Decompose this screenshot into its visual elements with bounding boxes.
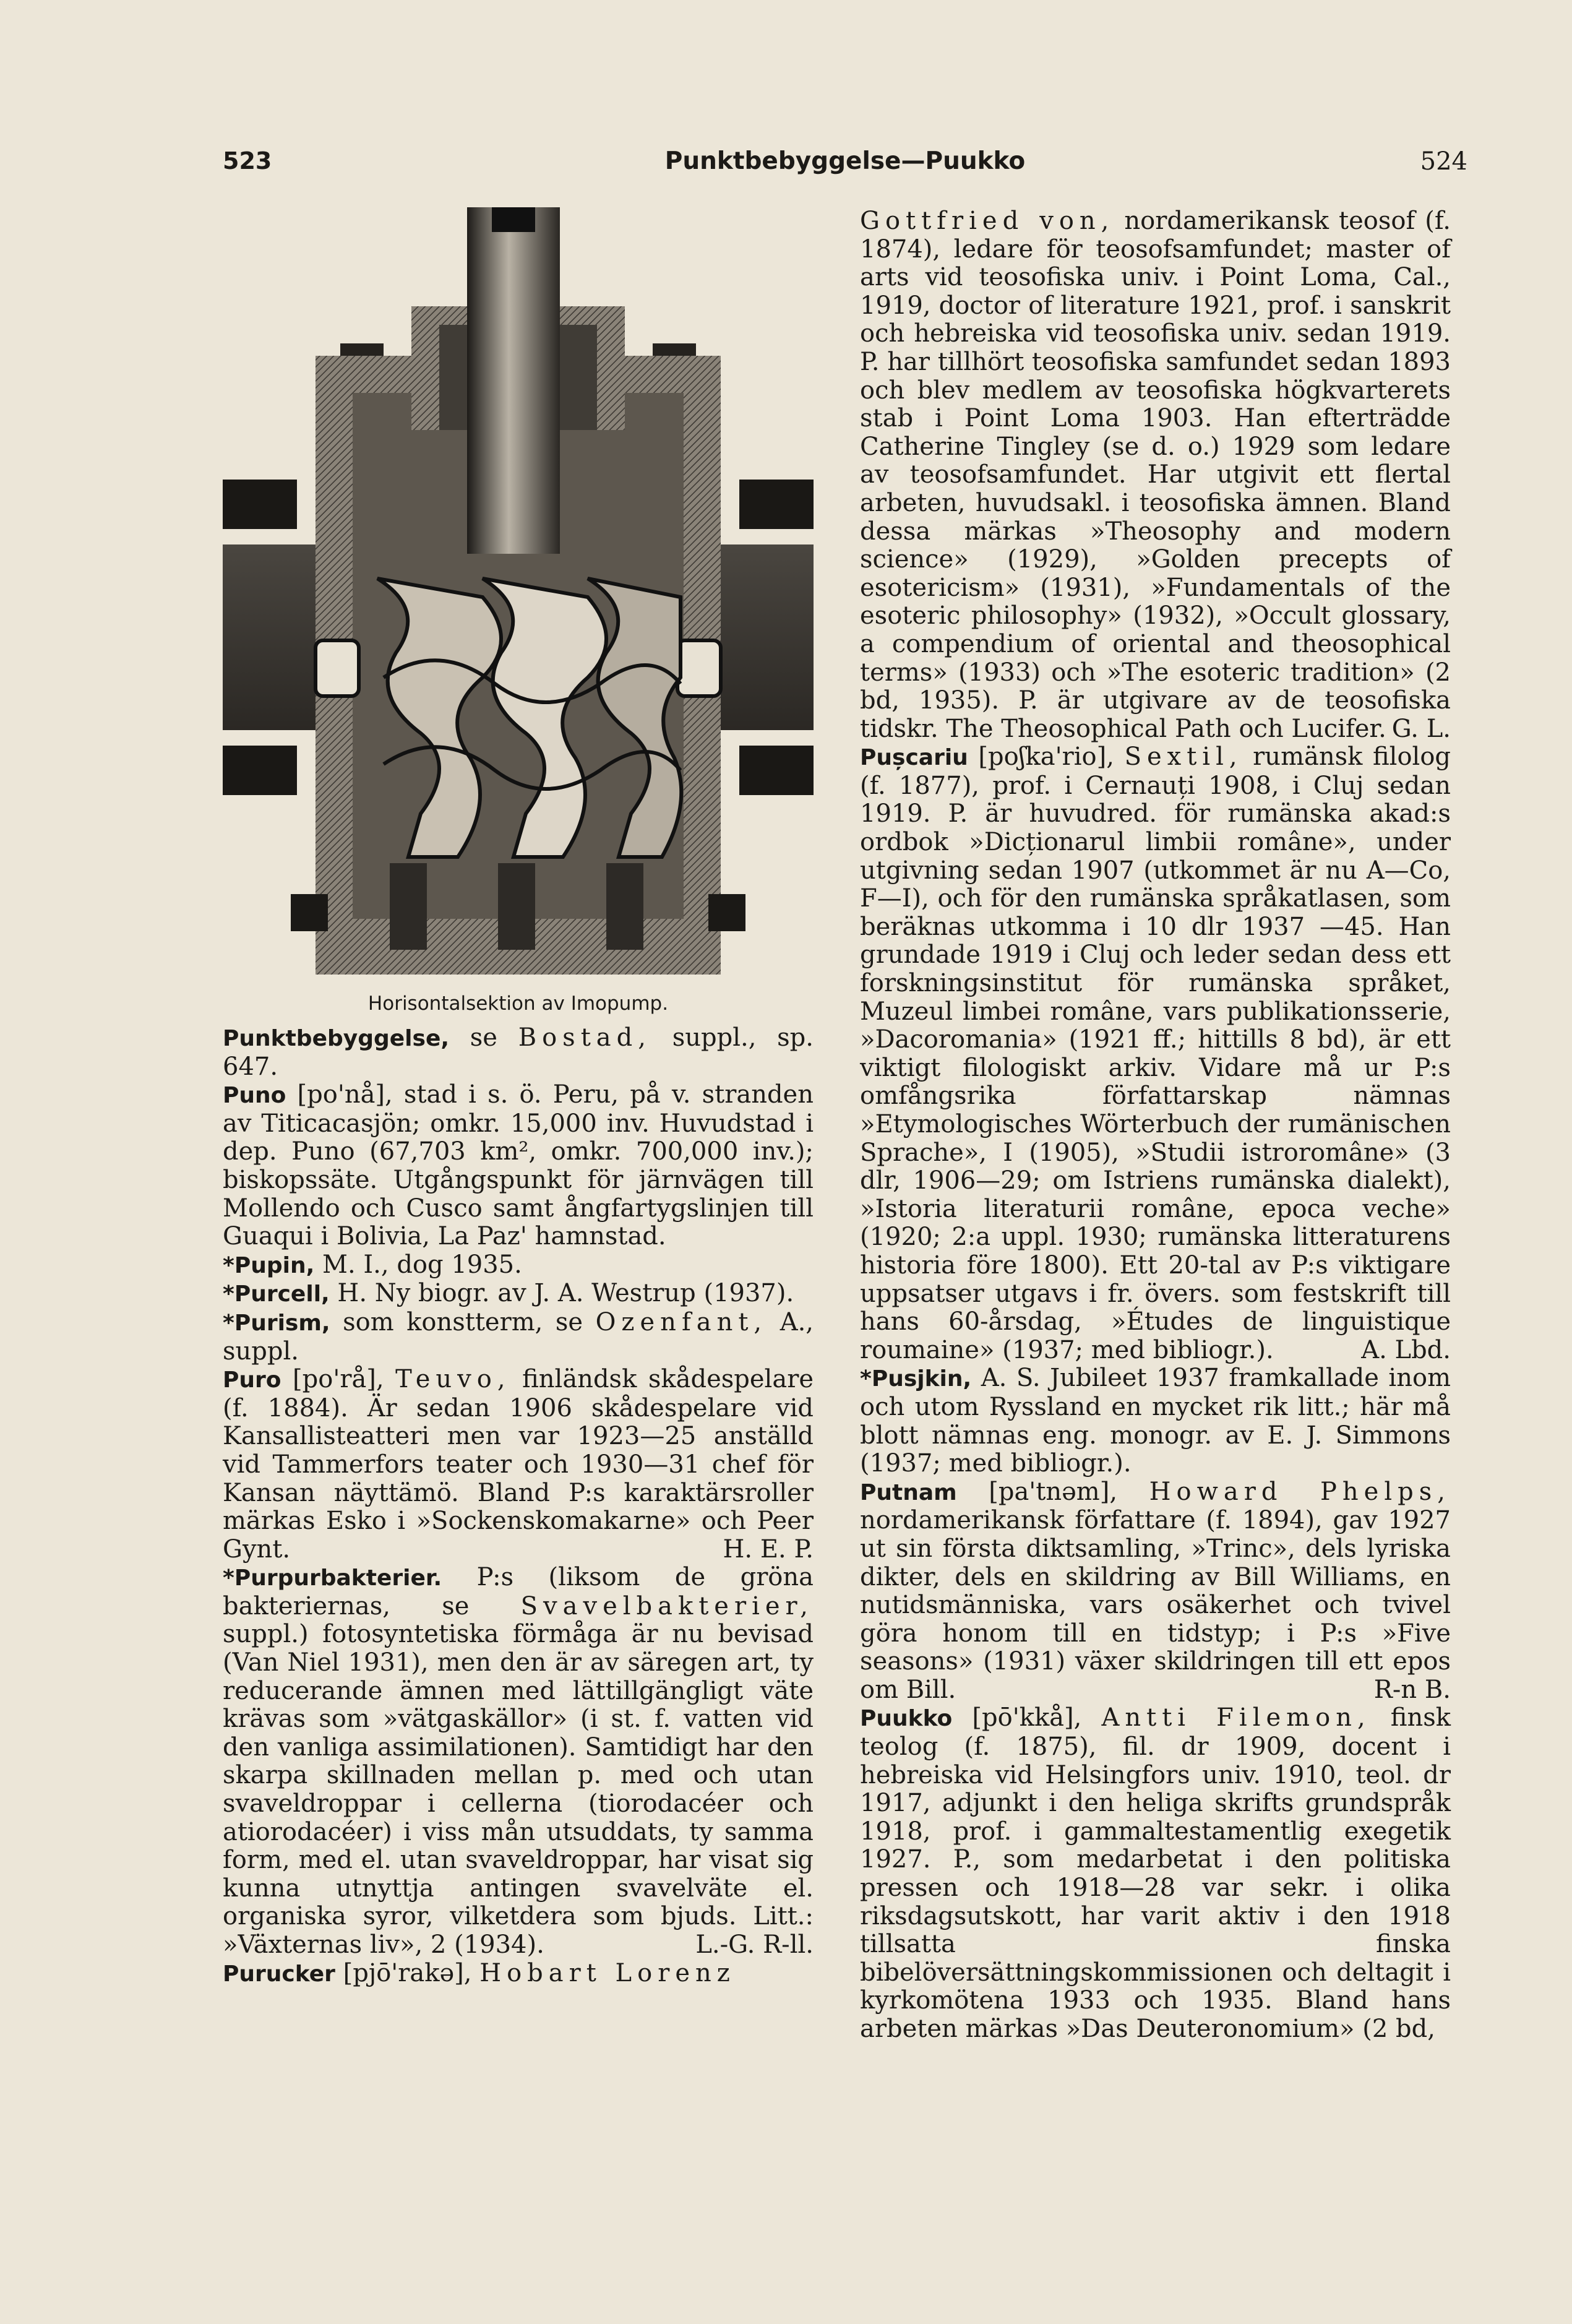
headword: *Purism,	[223, 1310, 330, 1336]
author-signature: H. E. P.	[723, 1534, 814, 1564]
headword: *Purcell,	[223, 1281, 330, 1307]
headword: Puukko	[860, 1706, 953, 1732]
entry-purcell: *Purcell, H. Ny biogr. av J. A. Westrup (1937).	[223, 1279, 794, 1308]
left-column-text	[223, 1024, 814, 1988]
figure-caption: Horisontalsektion av Imopump.	[367, 992, 669, 1015]
entry-purism: *Purism, som konstterm, se Ozenfant, A., suppl.	[223, 1307, 814, 1366]
headword: Purucker	[223, 1961, 335, 1987]
entry-puukko: Puukko [pō'kkå], Antti Filemon, finsk teolog (f. 1875), fil. dr 1909, docent i hebreiska vid Helsingfors univ. 1910, teol. dr 1917, adjunkt i den heliga skrifts grundspråk 1918, prof. i gammaltestamentlig exegetik 1927. P., som medarbetat i den politiska pressen och 1918—28 var sekr. i olika riksdagsutskott, har varit aktiv i den 1918 tillsatta finska bibelöversättningskommissionen och deltagit i kyrkomötena 1933 och 1935. Bland hans arbeten märkas »Das Deuteronomium» (2 bd,	[860, 1703, 1451, 2043]
right-column	[860, 207, 1451, 2044]
headword: Putnam	[860, 1479, 957, 1505]
entry-putnam: Putnam [pa'tnəm], Howard Phelps, nordamerikansk författare (f. 1894), gav 1927 ut sin första diktsamling, »Trinc», dels lyriska dikter, dels en skildring av Bill Williams, en nutidsmänniska, vars osäkerhet och tvivel göra honom till en tidstyp; i P:s »Five seasons» (1931) växer skildringen till ett epos om Bill. R-n B.	[860, 1477, 1451, 1704]
entry-purpurbakterier: *Purpurbakterier. P:s (liksom de gröna bakteriernas, se Svavelbakterier, suppl.) fotosyntetiska förmåga är nu bevisad (Van Niel 1931), men den är av säregen art, ty reducerande ämnen med lättillgängligt väte krävas som »vätgaskällor» (i st. f. vatten vid den vanliga assimilationen). Samtidigt har den skarpa skillnaden mellan p. med och utan svaveldroppar i cellerna (tiorodacéer och atiorodacéer) i viss mån utsuddats, ty samma form, med el. utan svaveldroppar, har visat sig kunna utnyttja antingen svavelväte el. organiska syror, vilketdera som bjuds. Litt.: »Växternas liv», 2 (1934). L.-G. R-ll.	[223, 1563, 814, 1959]
author-signature: G. L.	[1391, 714, 1451, 743]
pump-figure	[223, 207, 814, 1015]
entry-purucker-continued: Gottfried von, nordamerikansk teosof (f. 1874), ledare för teosofsamfundet; master of arts vid teosofiska univ. i Point Loma, Cal., 1919, doctor of literature 1921, prof. i sanskrit och hebreiska vid teosofiska univ. sedan 1919. P. har tillhört teosofiska samfundet sedan 1893 och blev medlem av teosofiska högkvarterets stab i Point Loma 1903. Han efterträdde Catherine Tingley (se d. o.) 1929 som ledare av teosofsamfundet. Har utgivit ett flertal arbeten, huvudsakl. i teosofiska ämnen. Bland dessa märkas »Theosophy and modern science» (1929), »Golden precepts of esotericism» (1931), »Fundamentals of the esoteric philosophy» (1932), »Occult glossary, a compendium of oriental and theosophical terms» (1933) och »The esoteric tradition» (2 bd, 1935). P. är utgivare av de teosofiska tidskr. The Theosophical Path och Lucifer. G. L.	[860, 207, 1451, 743]
headword: Pușcariu	[860, 745, 968, 771]
entry-pupin: *Pupin, M. I., dog 1935.	[223, 1250, 522, 1279]
entry-purucker: Purucker [pjō'rakə], Hobart Lorenz	[223, 1958, 736, 1987]
headword: *Pusjkin,	[860, 1366, 972, 1392]
author-signature: A. Lbd.	[1361, 1335, 1451, 1364]
headword: *Pupin,	[223, 1252, 315, 1278]
entry-punktbebyggelse: Punktbebyggelse, se Bostad, suppl., sp. 647.	[223, 1023, 814, 1081]
author-signature: L.-G. R-ll.	[695, 1930, 814, 1959]
headword: *Purpurbakterier.	[223, 1565, 442, 1591]
entry-puro: Puro [po'rå], Teuvo, finländsk skådespelare (f. 1884). Är sedan 1906 skådespelare vid Kansallisteatteri men var 1923—25 anställd vid Tammerfors teater och 1930—31 chef för Kansan näyttämö. Bland P:s karaktärsroller märkas Esko i »Sockenskomakarne» och Peer Gynt. H. E. P.	[223, 1365, 814, 1564]
author-signature: R-n B.	[1373, 1675, 1451, 1704]
entry-pusjkin: *Pusjkin, A. S. Jubileet 1937 framkallade inom och utom Ryssland en mycket rik litt.; här må blott nämnas eng. monogr. av E. J. Simmons (1937; med bibliogr.).	[860, 1364, 1451, 1478]
page-header	[223, 147, 1467, 191]
left-page-number: 523	[223, 147, 272, 174]
headword: Puro	[223, 1367, 281, 1393]
headword: Punktbebyggelse,	[223, 1026, 450, 1051]
running-title: Punktbebyggelse—Puukko	[664, 147, 1026, 175]
right-page-number: 524	[1420, 147, 1467, 176]
entry-puscariu: Pușcariu [poʃka'rio], Sextil, rumänsk filolog (f. 1877), prof. i Cernauți 1908, i Cluj sedan 1919. P. är huvudred. för rumänska akad:s ordbok »Dicționarul limbii române», under utgivning sedan 1907 (utkommet är nu A—Co, F—I), och för den rumänska språkatlasen, som beräknas utkomma i 10 dlr 1937 —45. Han grundade 1919 i Cluj och leder sedan dess ett forskningsinstitut för rumänska språket, Muzeul limbei române, vars publikationsserie, »Dacoromania» (1921 ff.; hittills 8 bd), är ett viktigt filologiskt arkiv. Vidare må ur P:s omfångsrika författarskap nämnas »Etymologisches Wörterbuch der rumänischen Sprache», I (1905), »Studii istroromâne» (3 dlr, 1906—29; om Istriens rumänska dialekt), »Istoria literaturii române, epoca veche» (1920; 2:a uppl. 1930; rumänska litteraturens historia före 1800). Ett 20-tal av P:s viktigare uppsatser utgavs i fr. övers. som festskrift till hans 60-årsdag, »Études de linguistique roumaine» (1937; med bibliogr.). A. Lbd.	[860, 742, 1451, 1364]
entry-puno: Puno [po'nå], stad i s. ö. Peru, på v. stranden av Titicacasjön; omkr. 15,000 inv. Huvudstad i dep. Puno (67,703 km², omkr. 700,000 inv.); biskopssäte. Utgångspunkt för järnvägen till Mollendo och Cusco samt ångfartygslinjen till Guaqui i Bolivia, La Paz' hamnstad.	[223, 1080, 814, 1251]
pump-cross-section-illustration	[223, 207, 814, 987]
left-column	[223, 207, 814, 1988]
headword: Puno	[223, 1083, 286, 1109]
